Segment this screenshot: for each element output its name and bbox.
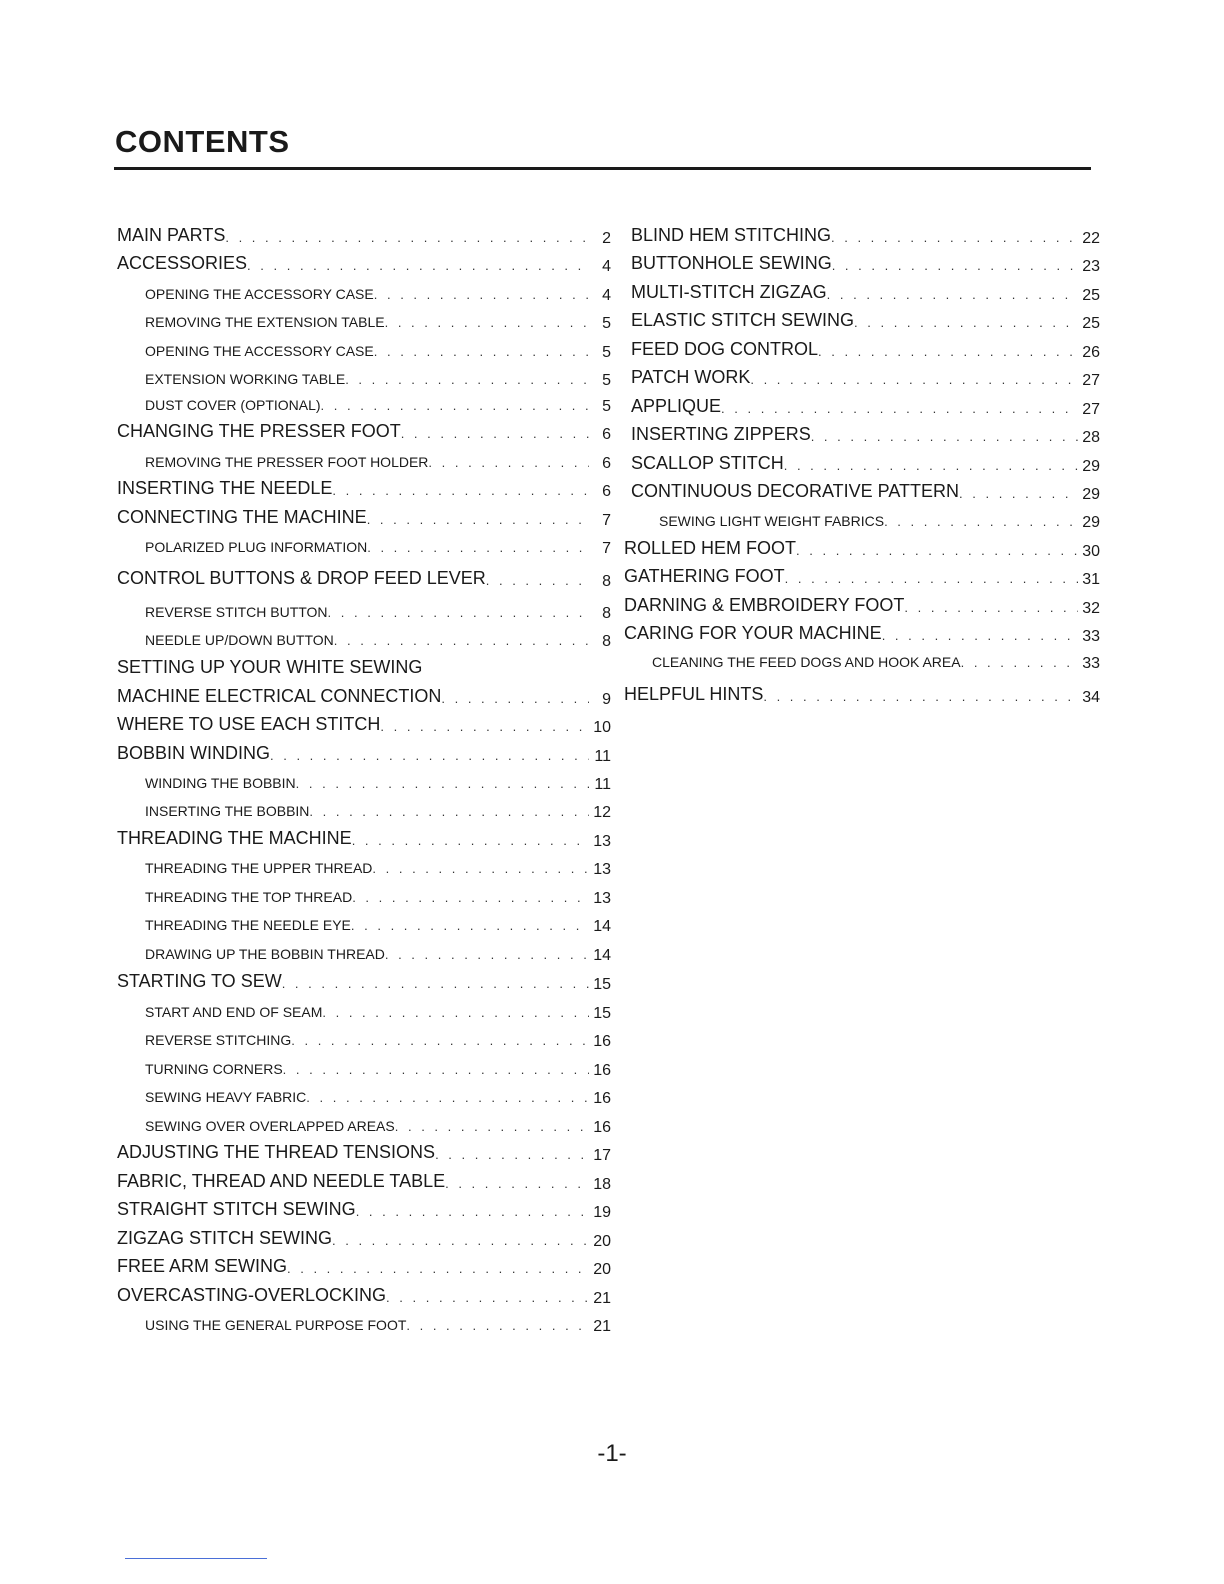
dot-leader: [270, 749, 589, 765]
toc-page-number: 25: [1082, 315, 1100, 332]
dot-leader: [225, 231, 589, 247]
dot-leader: [435, 1148, 589, 1164]
toc-page-number: 19: [593, 1204, 611, 1221]
toc-entry-label: POLARIZED PLUG INFORMATION: [145, 539, 368, 555]
dot-leader: [374, 345, 589, 361]
toc-entry-label: ZIGZAG STITCH SEWING: [117, 1228, 332, 1248]
dot-leader: [380, 720, 589, 736]
toc-entry[interactable]: [631, 308, 1100, 332]
toc-entry-label: OVERCASTING-OVERLOCKING: [117, 1285, 387, 1305]
toc-entry[interactable]: [117, 598, 611, 622]
dot-leader: [345, 373, 589, 389]
toc-entry-label: CHANGING THE PRESSER FOOT: [117, 421, 401, 441]
toc-entry[interactable]: [117, 1026, 611, 1050]
toc-entry-label: DRAWING UP THE BOBBIN THREAD: [145, 946, 385, 962]
toc-entry-label: THREADING THE NEEDLE EYE: [145, 917, 351, 933]
page-number: -1-: [597, 1440, 627, 1467]
toc-entry-label: FABRIC, THREAD AND NEEDLE TABLE: [117, 1171, 446, 1191]
toc-entry[interactable]: [631, 223, 1100, 247]
dot-leader: [306, 1091, 589, 1107]
dot-leader: [334, 634, 589, 650]
toc-page-number: 6: [602, 426, 611, 443]
toc-entry[interactable]: [117, 1083, 611, 1107]
toc-page-number: 16: [593, 1062, 611, 1079]
toc-page-number: 33: [1082, 655, 1100, 672]
toc-entry[interactable]: [117, 280, 611, 304]
toc-entry-label: REMOVING THE EXTENSION TABLE: [145, 314, 385, 330]
toc-entry-label: WINDING THE BOBBIN: [145, 775, 296, 791]
toc-page-number: 5: [602, 344, 611, 361]
dot-leader: [367, 541, 589, 557]
toc-entry[interactable]: [624, 648, 1100, 672]
toc-page-number: 10: [593, 719, 611, 736]
dot-leader: [321, 399, 589, 415]
toc-page-number: 12: [593, 804, 611, 821]
dot-leader: [831, 231, 1078, 247]
dot-leader: [882, 629, 1078, 645]
toc-entry-label: MULTI-STITCH ZIGZAG: [631, 282, 827, 302]
toc-page-number: 27: [1082, 401, 1100, 418]
dot-leader: [351, 919, 589, 935]
toc-entry[interactable]: [117, 626, 611, 650]
toc-entry[interactable]: [631, 280, 1100, 304]
toc-entry[interactable]: [624, 564, 1100, 588]
toc-entry-label: THREADING THE MACHINE: [117, 828, 352, 848]
dot-leader: [811, 430, 1078, 446]
toc-entry-label: MAIN PARTS: [117, 225, 226, 245]
toc-page-number: 29: [1082, 486, 1100, 503]
toc-page-number: 20: [593, 1233, 611, 1250]
toc-entry-label: OPENING THE ACCESSORY CASE: [145, 343, 374, 359]
toc-entry-label: PATCH WORK: [631, 367, 751, 387]
toc-entry-label: SEWING HEAVY FABRIC: [145, 1089, 307, 1105]
toc-page-number: 14: [593, 947, 611, 964]
dot-leader: [827, 288, 1078, 304]
toc-page-number: 4: [602, 258, 611, 275]
dot-leader: [332, 484, 589, 500]
title-rule: [114, 167, 1091, 170]
toc-entry[interactable]: [117, 1226, 611, 1250]
toc-entry[interactable]: [117, 741, 611, 765]
dot-leader: [486, 574, 589, 590]
toc-entry[interactable]: [631, 479, 1100, 503]
dot-leader: [322, 1006, 589, 1022]
toc-entry[interactable]: [631, 251, 1100, 275]
toc-page-number: 21: [593, 1318, 611, 1335]
dot-leader: [959, 487, 1078, 503]
toc-entry-label: ROLLED HEM FOOT: [624, 538, 797, 558]
toc-entry-label: BOBBIN WINDING: [117, 743, 271, 763]
toc-entry[interactable]: [117, 1140, 611, 1164]
toc-entry-label: DARNING & EMBROIDERY FOOT: [624, 595, 905, 615]
toc-page-number: 16: [593, 1090, 611, 1107]
toc-entry-label: SCALLOP STITCH: [631, 453, 784, 473]
toc-entry[interactable]: [117, 308, 611, 332]
toc-entry[interactable]: [117, 826, 611, 850]
dot-leader: [904, 601, 1078, 617]
toc-entry-label: INSERTING THE BOBBIN: [145, 803, 310, 819]
dot-leader: [395, 1120, 589, 1136]
toc-entry[interactable]: [117, 940, 611, 964]
toc-entry-label: ADJUSTING THE THREAD TENSIONS: [117, 1142, 436, 1162]
toc-page-number: 6: [602, 483, 611, 500]
dot-leader: [356, 1205, 589, 1221]
toc-entry[interactable]: [631, 507, 1100, 531]
toc-entry-label: CONTROL BUTTONS & DROP FEED LEVER: [117, 568, 486, 588]
toc-entry-label: STRAIGHT STITCH SEWING: [117, 1199, 356, 1219]
toc-entry-label: OPENING THE ACCESSORY CASE: [145, 286, 374, 302]
toc-entry-label: ACCESSORIES: [117, 253, 248, 273]
toc-entry-label: DUST COVER (OPTIONAL): [145, 397, 321, 413]
toc-entry[interactable]: [117, 448, 611, 472]
dot-leader: [287, 1262, 589, 1278]
toc-page-number: 27: [1082, 372, 1100, 389]
dot-leader: [441, 692, 589, 708]
toc-entry[interactable]: [117, 476, 611, 500]
toc-entry[interactable]: [117, 566, 611, 590]
toc-entry-label: CONTINUOUS DECORATIVE PATTERN: [631, 481, 960, 501]
toc-entry-label: INSERTING THE NEEDLE: [117, 478, 333, 498]
toc-page-number: 5: [602, 398, 611, 415]
toc-entry[interactable]: [624, 536, 1100, 560]
toc-page-number: 5: [602, 315, 611, 332]
toc-entry[interactable]: [117, 1283, 611, 1307]
toc-entry-label: REMOVING THE PRESSER FOOT HOLDER: [145, 454, 429, 470]
toc-entry[interactable]: [631, 394, 1100, 418]
toc-page-number: 16: [593, 1119, 611, 1136]
toc-entry-label: ELASTIC STITCH SEWING: [631, 310, 855, 330]
dot-leader: [328, 606, 589, 622]
dot-leader: [406, 1319, 589, 1335]
toc-entry-label: FREE ARM SEWING: [117, 1256, 288, 1276]
toc-page-number: 29: [1082, 514, 1100, 531]
toc-page-number: 33: [1082, 628, 1100, 645]
toc-page-number: 7: [602, 540, 611, 557]
dot-leader: [854, 316, 1078, 332]
toc-entry[interactable]: [117, 797, 611, 821]
dot-leader: [818, 345, 1078, 361]
toc-entry[interactable]: [117, 251, 611, 275]
dot-leader: [291, 1034, 589, 1050]
toc-page-number: 23: [1082, 258, 1100, 275]
toc-entry[interactable]: [631, 365, 1100, 389]
toc-entry[interactable]: [117, 1169, 611, 1193]
toc-entry-label: INSERTING ZIPPERS: [631, 424, 811, 444]
toc-page-number: 13: [593, 861, 611, 878]
toc-page-number: 6: [602, 455, 611, 472]
toc-page-number: 32: [1082, 600, 1100, 617]
toc-page-number: 26: [1082, 344, 1100, 361]
toc-entry[interactable]: [631, 451, 1100, 475]
dot-leader: [884, 515, 1078, 531]
toc-entry[interactable]: [117, 1055, 611, 1079]
toc-entry-label: BLIND HEM STITCHING: [631, 225, 832, 245]
dot-leader: [386, 1291, 589, 1307]
toc-page-number: 15: [593, 976, 611, 993]
toc-entry[interactable]: [117, 223, 611, 247]
toc-entry[interactable]: [624, 682, 1100, 706]
toc-entry-label: REVERSE STITCHING: [145, 1032, 292, 1048]
toc-entry[interactable]: [117, 769, 611, 793]
dot-leader: [428, 456, 589, 472]
toc-page-number: 22: [1082, 230, 1100, 247]
toc-entry[interactable]: [117, 998, 611, 1022]
toc-page-number: 29: [1082, 458, 1100, 475]
toc-page-number: 20: [593, 1261, 611, 1278]
toc-entry-label: HELPFUL HINTS: [624, 684, 764, 704]
dot-leader: [283, 1063, 589, 1079]
dot-leader: [374, 288, 589, 304]
toc-entry-label: REVERSE STITCH BUTTON: [145, 604, 328, 620]
dot-leader: [247, 259, 589, 275]
toc-entry-label: WHERE TO USE EACH STITCH: [117, 714, 381, 734]
toc-page-number: 13: [593, 890, 611, 907]
toc-page-number: 28: [1082, 429, 1100, 446]
toc-entry[interactable]: [117, 391, 611, 415]
dot-leader: [367, 513, 589, 529]
toc-entry-label: MACHINE ELECTRICAL CONNECTION: [117, 686, 442, 706]
toc-page-number: 17: [593, 1147, 611, 1164]
toc-page-number: 34: [1082, 689, 1100, 706]
toc-page-number: 5: [602, 372, 611, 389]
dot-leader: [796, 544, 1078, 560]
toc-page-number: 4: [602, 287, 611, 304]
toc-entry[interactable]: [117, 712, 611, 736]
dot-leader: [784, 459, 1078, 475]
footer-link-underline: [125, 1558, 267, 1559]
dot-leader: [372, 862, 589, 878]
dot-leader: [763, 690, 1078, 706]
toc-entry[interactable]: [117, 854, 611, 878]
toc-entry[interactable]: [117, 655, 611, 679]
toc-entry[interactable]: [117, 505, 611, 529]
dot-leader: [385, 948, 589, 964]
toc-page-number: 9: [602, 691, 611, 708]
dot-leader: [309, 805, 589, 821]
dot-leader: [352, 834, 589, 850]
toc-entry[interactable]: [117, 1254, 611, 1278]
toc-entry[interactable]: [117, 419, 611, 443]
toc-page-number: 31: [1082, 571, 1100, 588]
toc-page-number: 11: [594, 748, 611, 765]
toc-page-number: 8: [602, 633, 611, 650]
toc-page-number: 16: [593, 1033, 611, 1050]
toc-entry-label: THREADING THE UPPER THREAD: [145, 860, 373, 876]
toc-entry-label: EXTENSION WORKING TABLE: [145, 371, 346, 387]
toc-entry-label: SETTING UP YOUR WHITE SEWING: [117, 657, 423, 677]
toc-entry[interactable]: [117, 337, 611, 361]
toc-entry-label: SEWING LIGHT WEIGHT FABRICS: [659, 513, 885, 529]
toc-entry[interactable]: [117, 684, 611, 708]
toc-entry[interactable]: [631, 337, 1100, 361]
toc-entry-label: TURNING CORNERS: [145, 1061, 283, 1077]
toc-entry-label: SEWING OVER OVERLAPPED AREAS: [145, 1118, 395, 1134]
toc-entry-label: CLEANING THE FEED DOGS AND HOOK AREA: [652, 654, 961, 670]
dot-leader: [750, 373, 1078, 389]
dot-leader: [785, 572, 1078, 588]
toc-entry-label: GATHERING FOOT: [624, 566, 785, 586]
dot-leader: [961, 656, 1078, 672]
toc-entry[interactable]: [117, 883, 611, 907]
toc-page-number: 11: [594, 776, 611, 793]
toc-page-number: 30: [1082, 543, 1100, 560]
toc-entry[interactable]: [631, 422, 1100, 446]
toc-page-number: 18: [593, 1176, 611, 1193]
toc-entry-label: STARTING TO SEW: [117, 971, 282, 991]
toc-entry[interactable]: [117, 365, 611, 389]
toc-page-number: 8: [602, 573, 611, 590]
page-title: CONTENTS: [115, 124, 290, 159]
dot-leader: [445, 1177, 589, 1193]
toc-entry-label: FEED DOG CONTROL: [631, 339, 819, 359]
dot-leader: [296, 777, 589, 793]
toc-entry-label: BUTTONHOLE SEWING: [631, 253, 832, 273]
toc-entry[interactable]: [117, 1197, 611, 1221]
toc-entry-label: CONNECTING THE MACHINE: [117, 507, 367, 527]
toc-page-number: 25: [1082, 287, 1100, 304]
dot-leader: [332, 1234, 589, 1250]
toc-page-number: 2: [602, 230, 611, 247]
toc-entry-label: NEEDLE UP/DOWN BUTTON: [145, 632, 334, 648]
toc-entry-label: APPLIQUE: [631, 396, 722, 416]
toc-entry-label: CARING FOR YOUR MACHINE: [624, 623, 882, 643]
toc-page-number: 15: [593, 1005, 611, 1022]
dot-leader: [282, 977, 589, 993]
toc-page-number: 7: [602, 512, 611, 529]
dot-leader: [352, 891, 589, 907]
toc-entry[interactable]: [117, 533, 611, 557]
toc-entry-label: USING THE GENERAL PURPOSE FOOT: [145, 1317, 407, 1333]
toc-entry-label: THREADING THE TOP THREAD: [145, 889, 353, 905]
dot-leader: [385, 316, 589, 332]
toc-entry-label: START AND END OF SEAM: [145, 1004, 323, 1020]
toc-entry[interactable]: [117, 969, 611, 993]
dot-leader: [721, 402, 1078, 418]
toc-entry[interactable]: [117, 1112, 611, 1136]
toc-entry[interactable]: [117, 1311, 611, 1335]
dot-leader: [401, 427, 589, 443]
toc-entry[interactable]: [117, 911, 611, 935]
dot-leader: [832, 259, 1078, 275]
toc-entry[interactable]: [624, 621, 1100, 645]
toc-page-number: 8: [602, 605, 611, 622]
toc-page-number: 21: [593, 1290, 611, 1307]
toc-entry[interactable]: [624, 593, 1100, 617]
toc-page-number: 14: [593, 918, 611, 935]
toc-page-number: 13: [593, 833, 611, 850]
